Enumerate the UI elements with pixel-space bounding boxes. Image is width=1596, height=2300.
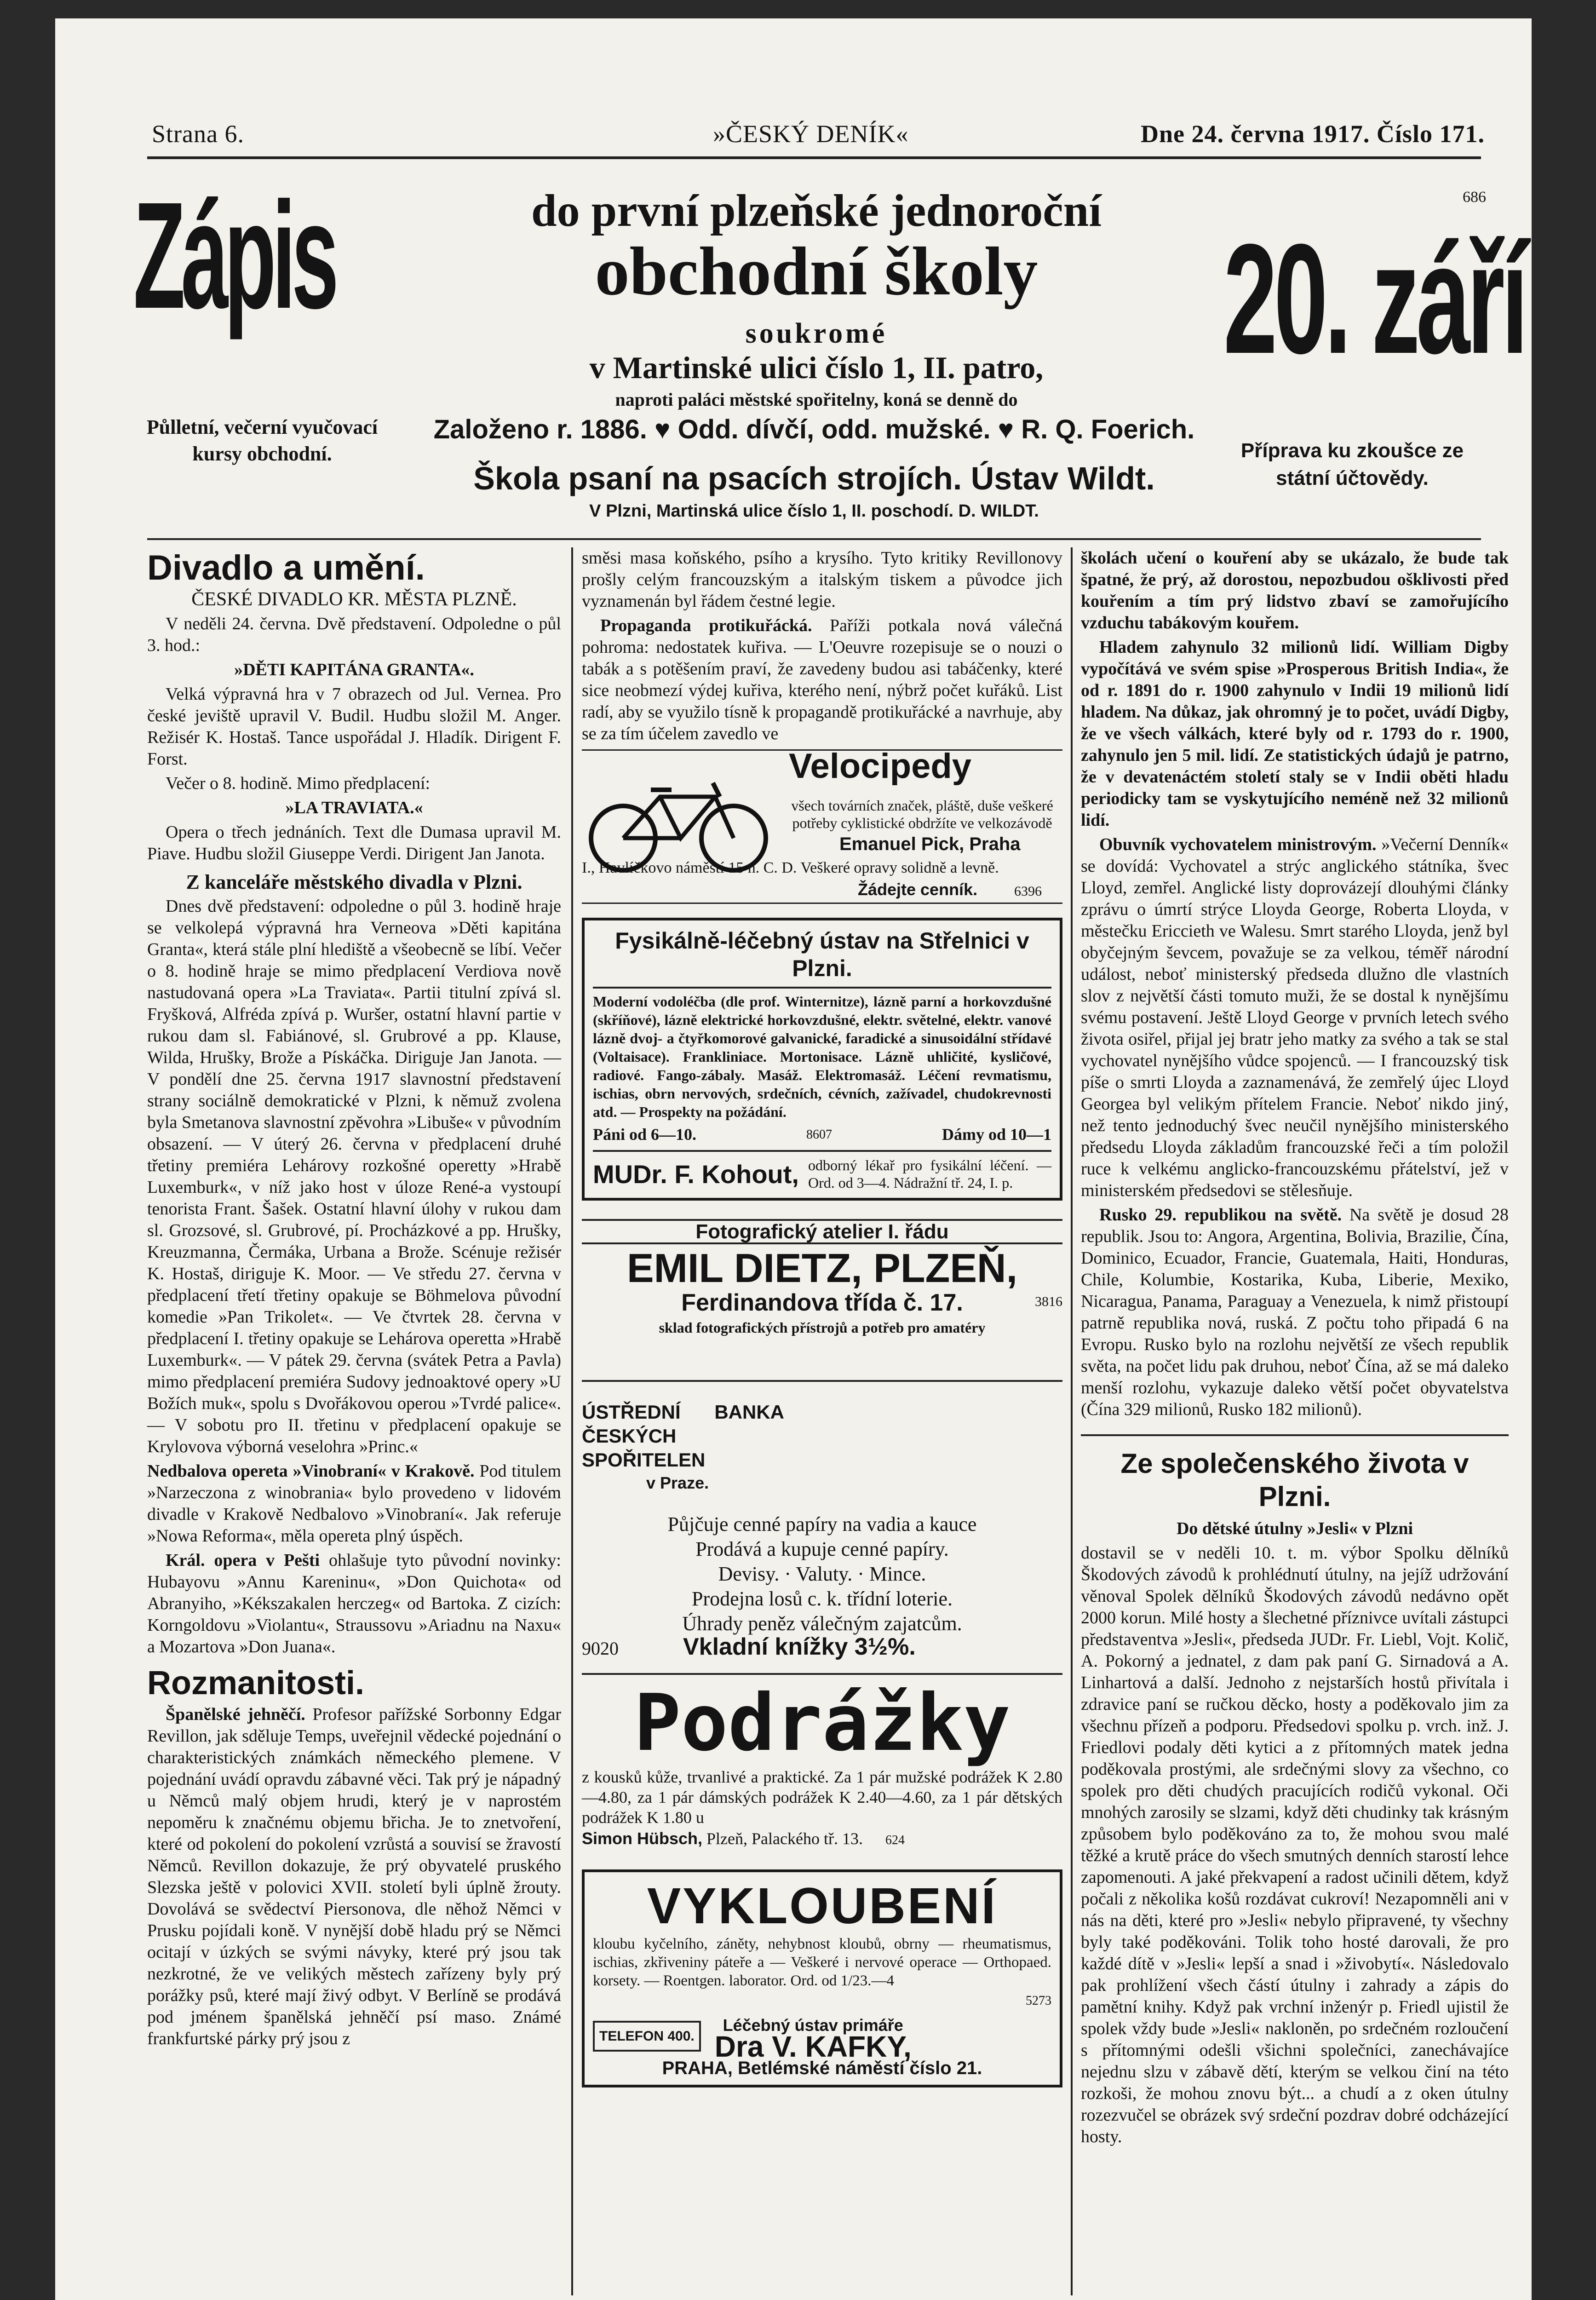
ortho-inst: Léčebný ústav primáře [723, 2016, 903, 2035]
school-line: Škola psaní na psacích strojích. Ústav Wildt. [473, 460, 1155, 496]
soles-title: Podrážky [634, 1678, 1010, 1769]
photo-address: Ferdinandova třída č. 17. [681, 1289, 963, 1316]
ad-line-2: obchodní školy [595, 233, 1038, 310]
prop-text: Paříži potkala nová válečná pohroma: nedostatek kuřiva. — L'Oeuvre rozepisuje se o nouzi o tabák a s potěšením praví, že zavedeny budou asi tabáčenky, které sice neobmezí výdej kuřiva, kterého není, nýbrž počet kuřáků. List radí, aby se využilo tísně k propagandě protikuřácké a navrhuje, aby se za tím účelem zavedlo ve [582, 616, 1063, 743]
column-rule-2 [1071, 547, 1073, 2295]
ortho-doctor: Dra V. KAFKY, [714, 2030, 912, 2063]
top-rule [147, 538, 1481, 540]
orthopedic-ad [582, 1869, 1062, 2087]
spa-ad [582, 918, 1062, 1201]
play-title-1: »DĚTI KAPITÁNA GRANTA«. [234, 660, 474, 679]
column-3 [1081, 547, 1509, 2150]
header-rule [147, 156, 1481, 159]
spa-title: Fysikálně-léčebný ústav na Střelnici v Plzni. [593, 927, 1051, 989]
society-text: dostavil se v neděli 10. t. m. výbor Spolku dělníků Škodových závodů k prohlédnutí útulny, na jejíž udržování věnoval Spolek dělníků Škodových závodů nedávno opět 2000 korun. Milé hosty a šlechetné příznivce uvítali zástupci představentva »Jesli«, předseda JUDr. Fr. Liebl, Vojt. Količ, A. Pokorný a jednatel, z dam pak paní G. Sirnadová a A. Linhartová a další. Jednoho z nejstarších hostů přivítala i zdravice paní se ručkou děcko, hosty a poděkovalo jim za všechnu přízeň a podporu. Předsedovi spolku p. vrch. inž. J. Friedlovi podaly děti kytici a z přítomných matek jedna poděkovala prostými, ale srdečnými slovy za všechno, co spolek pro děti chudých pracujících rodičů vykonal. Oči mnohých zarosily se slzami, když děti chudinky tak krásným způsobem bylo poděkováno za to, že mohou svou malé těžké a krutě práce do všech smutných denních starostí lehce zapomenouti. A jaké překvapení a radost učinili dětem, když počali z několika košů rozdávat cukroví! Nezapomněli ani v nás na děti, které pro »Jesli« nebylo připravené, ty všechny byly také poděkováni. Tolik toho hosté darovali, že pro každé dítě v »Jesli« lepší a snad i »živobytí«. Následovalo pak prohlížení všech částí útulny i zahrady a zápis do pamětní knihy. Když pak vrchní inženýr p. Friedl ujistil že spolek vždy bude »Jesli« nakloněn, po srdečném rozloučení s přítomnými odešli všichni společníci, zanechávajíce nejednu slzu v zábavě dětí, kterým se velkou činí na této rozkoši, že mohou znovu být... a chudí a z oken útulny rozezvučel se obrázek svý srdeční pozdrav dobré odcházející hosty. [1081, 1543, 1509, 2146]
photo-name: EMIL DIETZ, PLZEŇ, [626, 1245, 1018, 1291]
misc-heading: Rozmanitosti. [147, 1665, 365, 1702]
bank-line-1: Půjčuje cenné papíry na vadia a kauce [667, 1513, 977, 1535]
russia-title: Rusko 29. republikou na světě. [1099, 1205, 1342, 1225]
bank-city: v Praze. [646, 1473, 709, 1492]
col2-text: směsi masa koňského, psího a krysího. Tyto kritiky Revillonovy prošly celým francouzským a italským tiskem a původce jich vyznamenán byl řádem čestné legie. [582, 548, 1062, 611]
bank-line-6: Vkladní knížky 3½%. [683, 1633, 916, 1660]
velo-firm: Emanuel Pick, Praha [839, 834, 1021, 854]
photo-ad [582, 1219, 1062, 1339]
ortho-title: VYKLOUBENÍ [647, 1878, 998, 1934]
ad-number: 686 [1463, 189, 1486, 206]
opera-title: Král. opera v Pešti [166, 1551, 320, 1570]
spa-men: Páni od 6—10. [593, 1125, 697, 1144]
office-text: Dnes dvě představení: odpoledne o půl 3. hodině hraje se velkolepá výpravná hra Verneova »Děti kapitána Granta«, která stále plní hlediště a všeobecně se líbí. Večer o 8. hodině hraje se mimo předplacení Verdiova nově nastudovaná opera »La Traviata«. Partii titulní zpívá sl. Fryšková, Alfréda zpívá p. Wuršer, ostatní hlavní partie v rukou dam sl. Fabiánové, sl. Grubrové a pp. Klause, Wilda, Hrušky, Brože a Pískáčka. Diriguje Jan Janota. — V pondělí dne 25. června 1917 slavnostní představení strany sociálně demokratické v Plzni, k němuž zvolena byla Smetanova slavnostní zpěvohra »Libuše« v původním obsazení. — V úterý 26. června v předplacení druhé třetiny premiéra Lehárovy rozkošné operetty »Hrabě Luxemburk«, v níž jako host v úloze René-a vystoupí tenorista Frant. Šašek. Ostatní hlavní úlohy v rukou dam sl. Grozsové, sl. Grubrové, pí. Procházkové a pp. Hrušky, Kreuzmanna, Čermáka, Urbana a Brože. Scénuje režisér K. Hostaš, diriguje K. Moor. — Ve středu 27. června v předplacení třetí třetiny opakuje se Böhmelova původní komedie »Pan Trikolet«. — Ve čtvrtek 28. června v předplacení I. třetiny opakuje se Lehárova operetta »Hrabě Luxemburk«. — V pátek 29. června (svátek Petra a Pavla) mimo předplacení premiéra Sudovy jednoaktové opery »U Božích muk«, spolu s Dvořákovou operou »Tvrdé palice«. — V sobotu pro II. třetinu v předplacení opakuje se Krylovova výborná veselohra »Princ.« [147, 897, 561, 1456]
bank-ad [582, 1380, 1062, 1659]
hunger-text: William Digby vypočítává ve svém spise »Prosperous British India«, že od r. 1891 do r. 1900 zahynulo v Indii 19 milionů lidí hladem. Na důkaz, jak ohromný je to počet, uvádí Digby, že ve všech válkách, které byly od r. 1793 do r. 1900, zahynulo jen 5 mil. lidí. Ze statistických údajů je patrno, že v devatenáctém století staly se v Indii oběti hladu periodicky tam se vyskytujícího neméně než 32 milionů lidí. [1081, 638, 1509, 830]
bicycle-ad [582, 749, 1062, 904]
column-1 [147, 547, 561, 2053]
prep-note: Příprava ku zkoušce ze státní účtovědy. [1240, 439, 1464, 489]
opera-text: ohlašuje tyto původní novinky: Hubayovu »Annu Kareninu«, »Don Quichota« od Abranyiho, »Kékszakalen herczeg« od Bartoka. Z cizích: Korngoldovu »Violantu«, Straussovu »Ariadnu na Naxu« a Mozartova »Don Juana«. [147, 1551, 561, 1656]
photo-number: 3816 [1035, 1294, 1062, 1309]
bank-bottom [582, 1633, 1062, 1660]
soles-number: 624 [885, 1833, 905, 1847]
bank-line-5: Úhrady peněz válečným zajatcům. [682, 1612, 962, 1635]
zapis-word: Zápis [133, 170, 335, 340]
photo-top: Fotografický atelier I. řádu [582, 1219, 1062, 1244]
ad-line-4: v Martinské ulici číslo 1, II. patro, [589, 350, 1044, 385]
bank-services [582, 1512, 1062, 1636]
date-big: 20. září [1223, 212, 1525, 386]
soles-text: z kousků kůže, trvanlivé a praktické. Za 1 pár mužské podrážek K 2.80—4.80, za 1 pár dámských podrážek K 2.40—4.60, za 1 pár dětských podrážek K 1.80 u [582, 1768, 1062, 1827]
bank-number: 9020 [582, 1638, 619, 1659]
ortho-text: kloubu kyčelního, záněty, nehybnost kloubů, obrny — rheumatismus, ischias, zkřiveniny páteře a — Veškeré i nervové operace — Orthopaed. korsety. — Roentgen. laborator. Ord. od 1/23.—4 [593, 1936, 1051, 1989]
velo-title: Velocipedy [789, 747, 972, 786]
spa-women: Dámy od 10—1 [942, 1125, 1051, 1144]
program-4: Opera o třech jednáních. Text dle Dumasa upravil M. Piave. Hudbu složil Giuseppe Verdi. Dirigent Jan Janota. [147, 822, 561, 863]
program-1: V neděli 24. června. Dvě představení. Odpoledne o půl 3. hod.: [147, 614, 561, 655]
nedbal-text: Pod titulem »Narzeczona z winobrania« bylo provedeno v lidovém divadle v Krakově Nedbalovo »Vinobraní«. Jak referuje »Nowa Reforma«, měla opereta plný úspěch. [147, 1461, 561, 1546]
kohout-row [593, 1150, 1051, 1191]
hunger-title: Hladem zahynulo 32 milionů lidí. [1099, 638, 1379, 657]
newspaper-page [55, 18, 1532, 2300]
ortho-contact [593, 2014, 1051, 2063]
society-sub: Do dětské útulny »Jesli« v Plzni [1176, 1519, 1413, 1538]
play-title-2: »LA TRAVIATA.« [285, 798, 423, 817]
spa-number: 8607 [806, 1127, 832, 1142]
prop-title: Propaganda protikuřácká. [600, 616, 812, 635]
velo-address: I., Havlíčkovo náměstí 15 n. C. D. Veškeré opravy solidně a levně. [582, 859, 999, 876]
program-2: Velká výpravná hra v 7 obrazech od Jul. Vernea. Pro české jeviště upravil V. Budil. Hudbu složil M. Anger. Režisér K. Hostaš. Tance uspořádal J. Hladík. Dirigent F. Forst. [147, 684, 561, 769]
ortho-number: 5273 [1026, 1994, 1051, 2008]
bank-line-2: Prodává a kupuje cenné papíry. [695, 1538, 949, 1560]
column-rule-1 [571, 547, 573, 2295]
course-note: Půlletní, večerní vyučovací kursy obchodní. [146, 416, 378, 465]
society-heading: Ze společenského života v Plzni. [1081, 1434, 1509, 1513]
soles-address: Plzeň, Palackého tř. 13. [706, 1829, 863, 1848]
soles-firm: Simon Hübsch, [582, 1829, 703, 1848]
section-heading: Divadlo a umění. [147, 548, 425, 587]
velo-catalog: Žádejte cenník. [858, 880, 978, 899]
ad-line-3: soukromé [745, 318, 888, 349]
address-line: V Plzni, Martinská ulice číslo 1, II. poschodí. D. WILDT. [589, 501, 1039, 521]
kohout-text: odborný lékař pro fysikální léčení. — Ord. od 3—4. Nádražní tř. 24, I. p. [808, 1157, 1051, 1191]
col3-text: školách učení o kouření aby se ukázalo, že bude tak špatné, že prý, až dorostou, nepozbudou ošklivosti před kouřením a tím prý lidstvo zbaví se zamořujícího vzduchu tabákovým kouřem. [1081, 548, 1509, 632]
program-3: Večer o 8. hodině. Mimo předplacení: [166, 774, 431, 793]
cobbler-text: »Večerní Denník« se dovídá: Vychovatel a strýc anglického státníka, švec Lloyd, zemřel. Anglické listy doprovázejí dlouhými články zprávu o úmrtí strýce Lloyda George, Roberta Lloyda, v městečku Ericcieth ve Walesu. Smrt starého Lloyda, jenž byl obyčejným ševcem, považuje se za velkou, téměř národní událost, neboť ministerský předseda dlužno dle vlastních slov z největší části tomuto muži, že se dostal k nynějšímu svému postavení. Ještě Lloyd George v prvních letech svého života osiřel, přijal jej bratr jeho matky za svého a tak se stal vychovatel nynějšího vůdce spojenců. — I francouzský tisk píše o smrti Lloyda a zaznamenává, že zemřelý újec Lloyd Georgea byl velikým přítelem Francie. Neboť nikdo jiný, než tento jednoduchý švec neučil nynějšího ministerského předsedu Lloyda základům francouzské řeči a tím položil ruce k velkému anglicko-francouzskému přátelství, jež v ministerském předsedovi se stělesňuje. [1081, 835, 1509, 1200]
ad-line-1: do první plzeňské jednoroční [531, 185, 1102, 236]
nedbal-title: Nedbalova opereta »Vinobraní« v Krakově. [147, 1461, 475, 1481]
kohout-name: MUDr. F. Kohout, [593, 1159, 799, 1189]
ad-line-5: naproti paláci městské spořitelny, koná se denně do [615, 389, 1018, 410]
office-title: Z kanceláře městského divadla v Plzni. [186, 871, 522, 893]
russia-text: Na světě je dosud 28 republik. Jsou to: Angora, Argentina, Bolivia, Brazilie, Čína, Dominico, Ecuador, Francie, Guatemala, Haiti, Honduras, Chile, Kolumbie, Kostarika, Kuba, Liberie, Mexiko, Nicaragua, Panama, Paraguay a Venezuela, k nimž přistoupí patrně republika nová, ruská. Z počtu toho připadá 6 na Evropu. Rusko bylo na rozlohu největší ze všech republik světa, na počet lidu pak druhou, neboť Čína, až se má daleko menší rozlohu, vykazuje daleko větší počet obyvatelstva (Čína 329 milionů, Rusko 182 milionů). [1081, 1205, 1509, 1419]
page-number: Strana 6. [152, 120, 244, 148]
misc-text: Profesor pařížské Sorbonny Edgar Revillon, jak sděluje Temps, uveřejnil vědecké pojednání o charakteristických známkách německého plemene. V pojednání uvádí opravdu zábavné věci. Tak prý je nápadný u Němců malý objem hrudi, který je v naprostém nepoměru k značnému objemu břicha. Je to znetvoření, které od pokolení do pokolení vzrůstá a souvisí se žravostí Němců. Revillon dokazuje, že prý obyvatelé pruského Slezska ještě v polovici XVII. století byli úplně žrouty. Dovolává se svědectví Piersonova, dle něhož Němci v Prusku pojídali koně. V nynější době hladu prý se Němci ocitají v úzkých se svými návyky, které prý jsou tak nezkrotné, že ve velikých městech zařízeny byly prý porážky psů, které mají živý odbyt. V Berlíně se prodává pod jménem španělská jehněčí psí maso. Známé frankfurtské párky prý jsou z [147, 1705, 561, 2048]
theatre-name: ČESKÉ DIVADLO KR. MĚSTA PLZNĚ. [191, 589, 517, 610]
ortho-phone: TELEFON 400. [593, 2021, 701, 2052]
spa-text: Moderní vodoléčba (dle prof. Winternitze), lázně parní a horkovzdušné (skříňové), lázně elektrické horkovzdušné, elektr. světelné, elektr. vanové lázně dvoj- a čtyřkomorové galvanické, faradické a sinusoidální střídavé (Voltaisace). Frankliniace. Mortonisace. Lázně uhličité, kysličové, radiové. Fango-zábaly. Masáž. Elektromasáž. Léčení revmatismu, ischias, obrn nervových, srdečních, cévních, zažívadel, chudokrevnosti atd. — Prospekty na požádání. [593, 993, 1051, 1120]
photo-store: sklad fotografických přístrojů a potřeb pro amatéry [659, 1319, 986, 1336]
bank-name: ÚSTŘEDNÍ BANKA ČESKÝCH SPOŘITELEN [582, 1401, 784, 1471]
bank-line-4: Prodejna losů c. k. třídní loterie. [692, 1587, 953, 1610]
ortho-address: PRAHA, Betlémské náměstí číslo 21. [662, 2058, 982, 2078]
column-2 [582, 547, 1062, 2087]
soles-firm-row [582, 1828, 1062, 1851]
soles-ad [582, 1673, 1062, 1851]
paper-title: »ČESKÝ DENÍK« [713, 120, 909, 148]
spa-hours [593, 1124, 1051, 1145]
founded-line: Založeno r. 1886. ♥ Odd. dívčí, odd. mužské. ♥ R. Q. Foerich. [433, 414, 1195, 444]
misc-title: Španělské jehněčí. [166, 1705, 305, 1724]
velo-number: 6396 [1014, 884, 1042, 899]
velo-text: všech továrních značek, pláště, duše veškeré potřeby cyklistické obdržíte ve velkozávodě [791, 797, 1053, 831]
cobbler-title: Obuvník vychovatelem ministrovým. [1099, 835, 1377, 854]
bank-line-3: Devisy. · Valuty. · Mince. [718, 1563, 926, 1585]
issue-date: Dne 24. června 1917. Číslo 171. [1141, 120, 1485, 148]
